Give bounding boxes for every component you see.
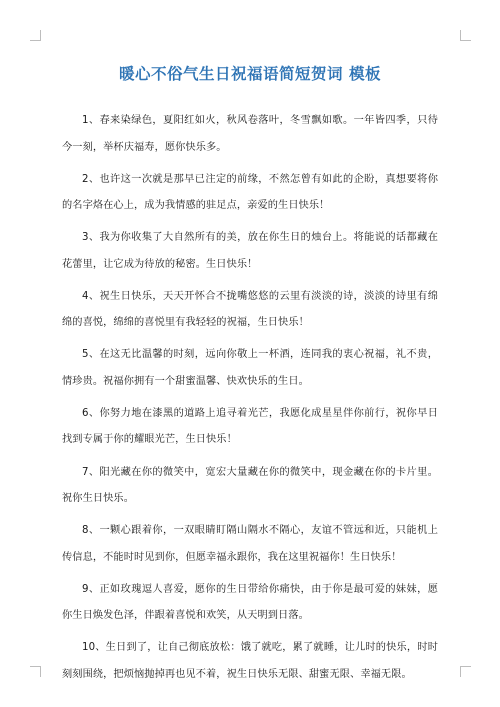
crop-mark-bottom-left [30, 666, 41, 677]
paragraph-6: 6、你努力地在漆黑的道路上追寻着光芒，我愿化成星星伴你前行，祝你早日找到专属于你的耀眼光芒，生日快乐！ [62, 407, 438, 446]
document-title: 暖心不俗气生日祝福语简短贺词 模板 [119, 65, 381, 83]
paragraph-2: 2、也许这一次就是那早已注定的前缘，不然怎曾有如此的企盼，真想要将你的名字烙在心上，成为我情感的驻足点，亲爱的生日快乐！ [62, 173, 438, 212]
paragraph-10: 10、生日到了，让自己彻底放松：饿了就吃，累了就睡，让儿时的快乐，时时刻刻围绕，把烦恼抛掉再也见不着，祝生日快乐无限、甜蜜无限、幸福无限。 [62, 642, 438, 680]
paragraph-1: 1、春来染绿色，夏阳红如火，秋风卷落叶，冬雪飘如歌。一年皆四季，只待今一刻，举杯庆福寿，愿你快乐多。 [62, 115, 438, 153]
paragraph-7: 7、阳光藏在你的微笑中，宽宏大量藏在你的微笑中，现金藏在你的卡片里。祝你生日快乐。 [62, 466, 438, 505]
paragraph-4: 4、祝生日快乐，天天开怀合不拢嘴悠悠的云里有淡淡的诗，淡淡的诗里有绵绵的喜悦，绵绵的喜悦里有我轻轻的祝福，生日快乐！ [62, 290, 438, 329]
paragraph-5: 5、在这无比温馨的时刻，远向你敬上一杯酒，连同我的衷心祝福，礼不贵，情珍贵。祝福你拥有一个甜蜜温馨、快欢快乐的生日。 [62, 349, 438, 387]
paragraph-8: 8、一颗心跟着你，一双眼睛盯隔山隔水不隔心，友谊不管远和近，只能机上传信息，不能时时见到你，但愿幸福永跟你，我在这里祝福你！生日快乐！ [62, 525, 438, 563]
paragraph-3: 3、我为你收集了大自然所有的美，放在你生日的烛台上。将能说的话都藏在花蕾里，让它成为待放的秘密。生日快乐！ [62, 232, 438, 270]
document-body [62, 108, 438, 694]
crop-mark-bottom-right [460, 666, 471, 677]
crop-mark-top-right [460, 30, 471, 41]
crop-mark-top-left [30, 30, 41, 41]
paragraph-9: 9、正如玫瑰逗人喜爱，愿你的生日带给你痛快，由于你是最可爱的妹妹，愿你生日焕发色泽，伴跟着喜悦和欢笑，从天明到日落。 [62, 583, 438, 622]
